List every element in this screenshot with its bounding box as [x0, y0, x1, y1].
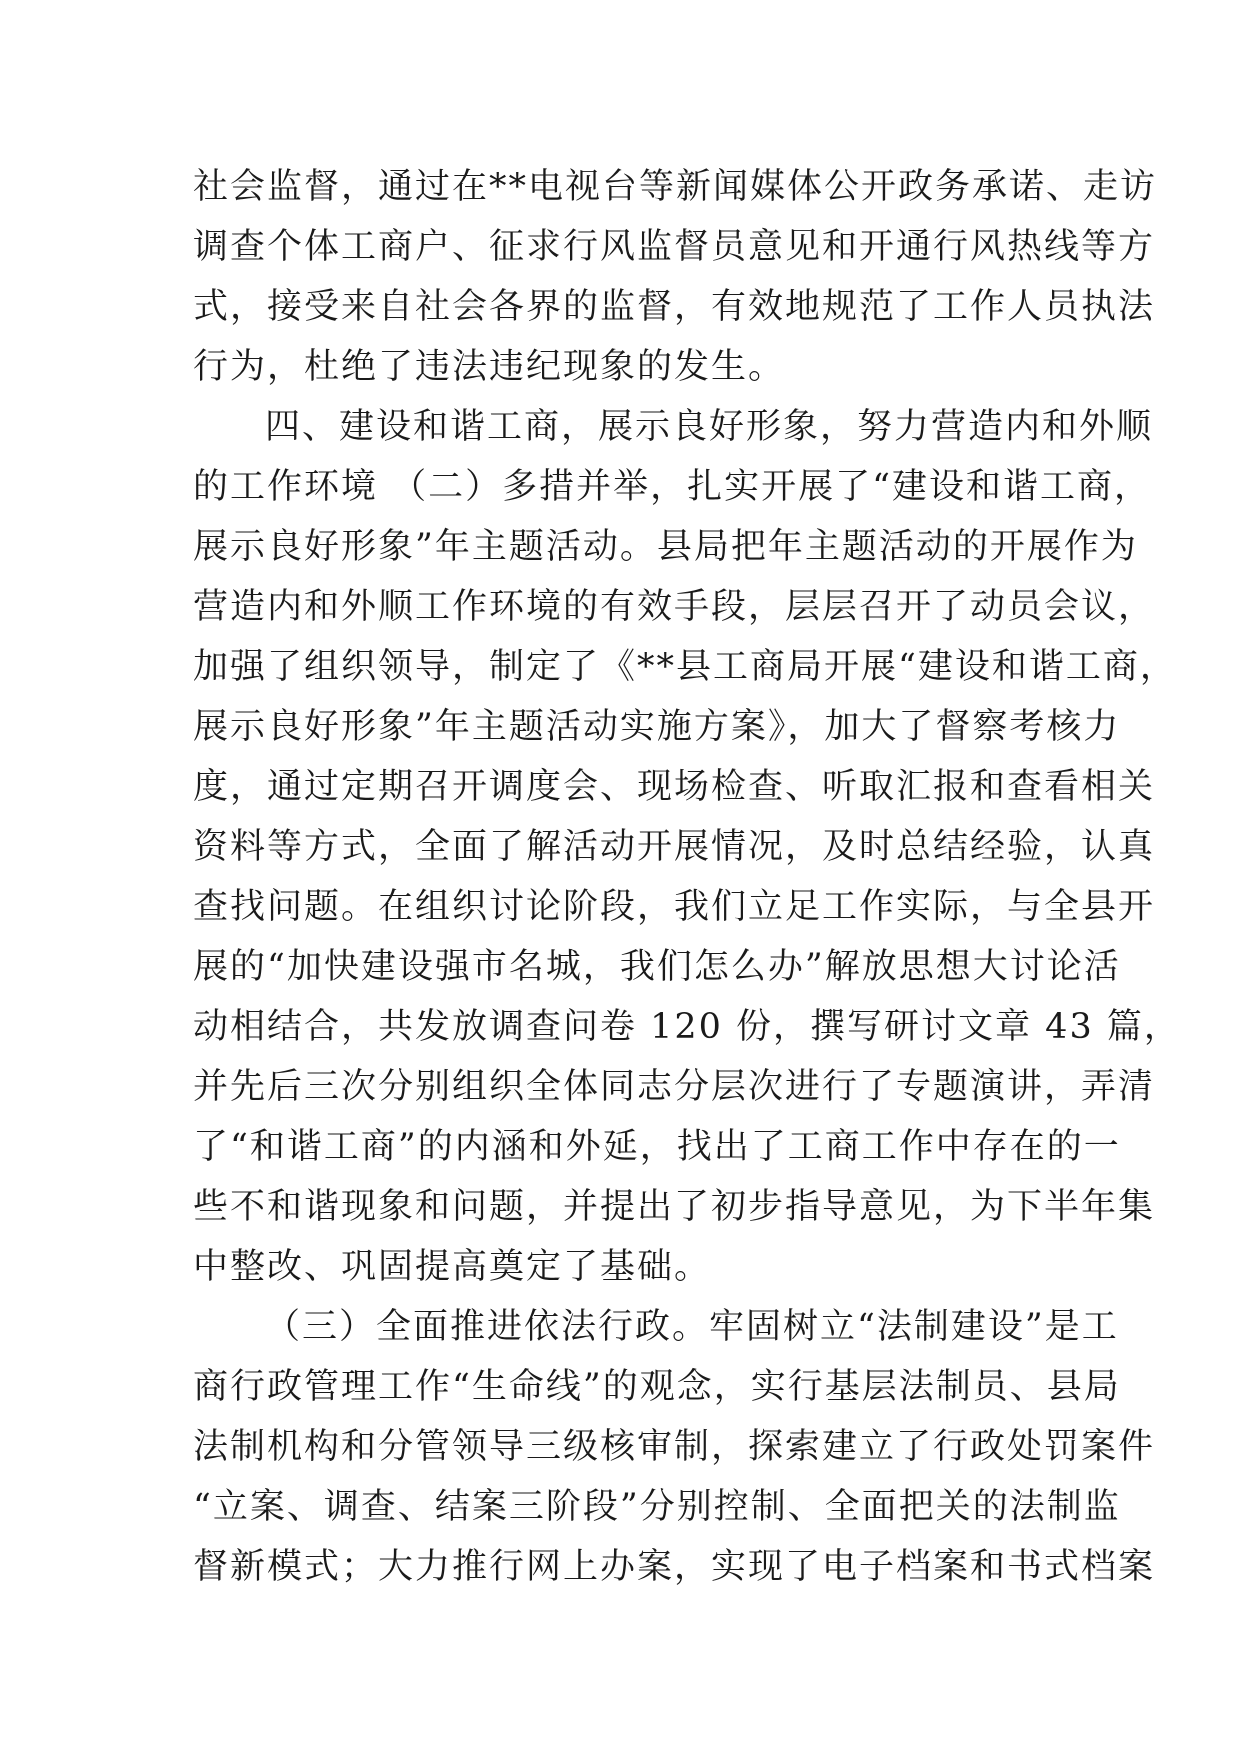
text-line: 了“和谐工商”的内涵和外延，找出了工商工作中存在的一 [193, 1127, 1121, 1167]
text-line: 度，通过定期召开调度会、现场检查、听取汇报和查看相关 [193, 767, 1156, 807]
text-line: 资料等方式，全面了解活动开展情况，及时总结经验，认真 [193, 827, 1156, 867]
text-line: 展示良好形象”年主题活动。县局把年主题活动的开展作为 [193, 527, 1138, 567]
text-line: 法制机构和分管领导三级核审制，探索建立了行政处罚案件 [193, 1427, 1156, 1467]
text-line: 式，接受来自社会各界的监督，有效地规范了工作人员执法 [193, 287, 1156, 327]
text-line: 的工作环境 （二）多措并举，扎实开展了“建设和谐工商， [193, 467, 1152, 507]
text-line: 动相结合，共发放调查问卷 120 份，撰写研讨文章 43 篇， [193, 1007, 1181, 1047]
text-line: 中整改、巩固提高奠定了基础。 [193, 1247, 712, 1287]
text-line: 展示良好形象”年主题活动实施方案》，加大了督察考核力 [193, 707, 1121, 747]
text-line: 加强了组织领导，制定了《**县工商局开展“建设和谐工商， [193, 647, 1177, 687]
text-line: 商行政管理工作“生命线”的观念，实行基层法制员、县局 [193, 1367, 1121, 1407]
text-line: 行为，杜绝了违法违纪现象的发生。 [193, 347, 786, 387]
text-line: 督新模式；大力推行网上办案，实现了电子档案和书式档案 [193, 1547, 1156, 1587]
text-line: 并先后三次分别组织全体同志分层次进行了专题演讲，弄清 [193, 1067, 1156, 1107]
text-line: （三）全面推进依法行政。牢固树立“法制建设”是工 [265, 1307, 1119, 1347]
text-line: 营造内和外顺工作环境的有效手段，层层召开了动员会议， [193, 587, 1156, 627]
text-line: “立案、调查、结案三阶段”分别控制、全面把关的法制监 [193, 1487, 1121, 1527]
text-line: 四、建设和谐工商，展示良好形象，努力营造内和外顺 [265, 407, 1154, 447]
text-line: 查找问题。在组织讨论阶段，我们立足工作实际，与全县开 [193, 887, 1156, 927]
text-line: 些不和谐现象和问题，并提出了初步指导意见，为下半年集 [193, 1187, 1156, 1227]
text-line: 调查个体工商户、征求行风监督员意见和开通行风热线等方 [193, 227, 1156, 267]
body-text [193, 157, 1181, 1597]
text-line: 社会监督，通过在**电视台等新闻媒体公开政务承诺、走访 [193, 167, 1158, 207]
text-line: 展的“加快建设强市名城，我们怎么办”解放思想大讨论活 [193, 947, 1121, 987]
